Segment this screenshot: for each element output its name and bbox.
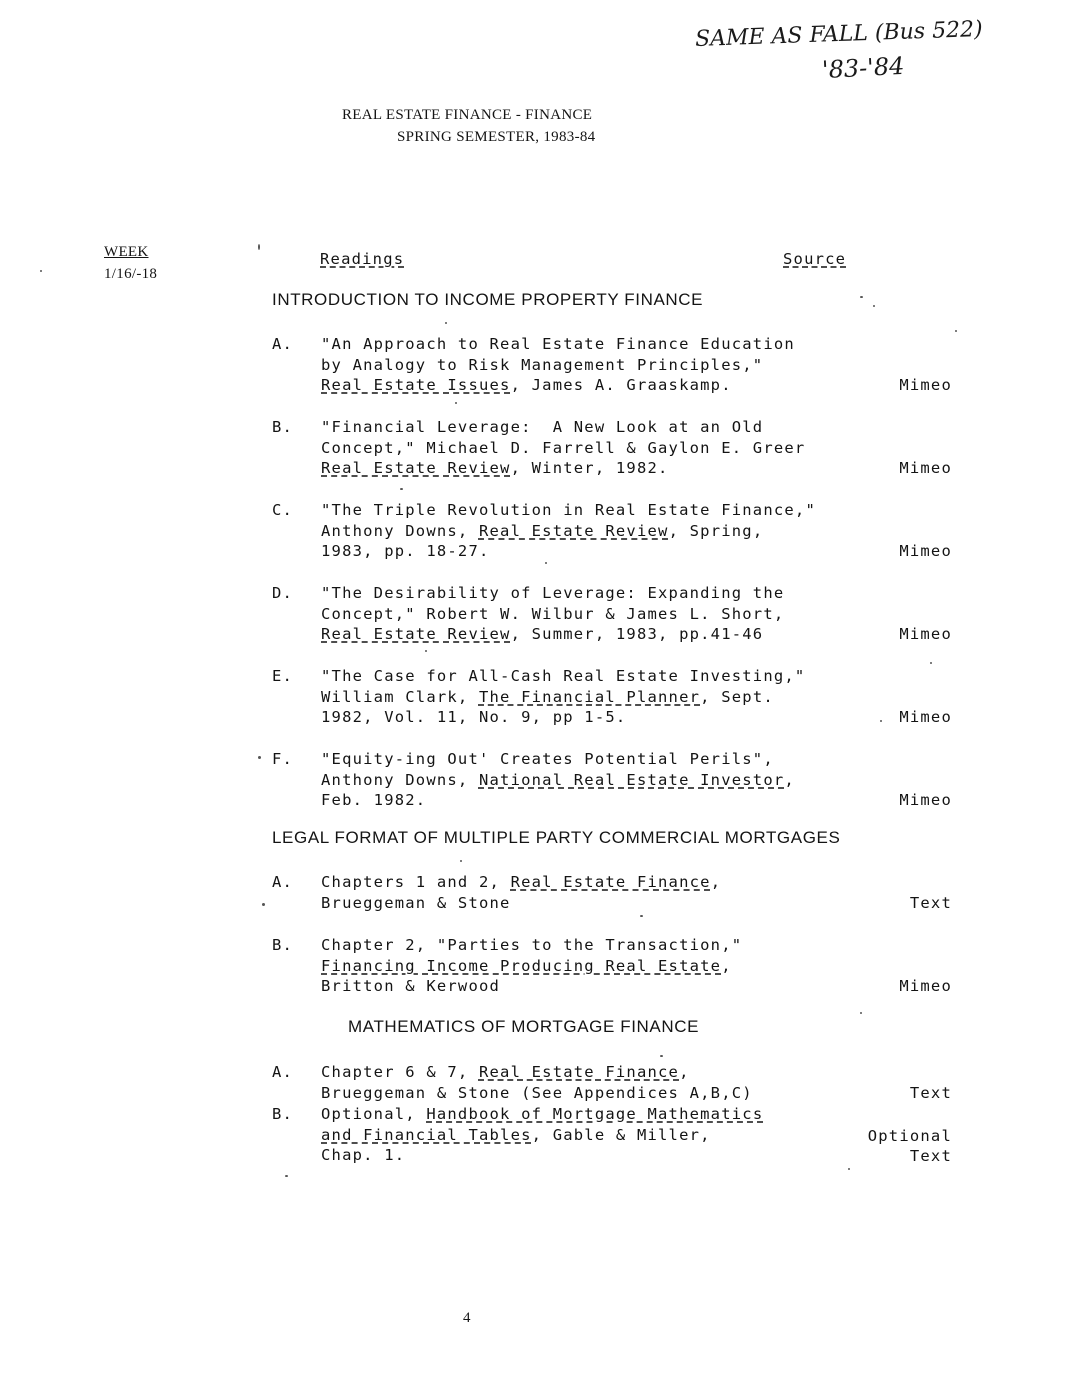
citation-text: Chapter 2, "Parties to the Transaction," [321, 936, 743, 954]
citation-text: , [784, 770, 795, 789]
source-label: Mimeo [899, 708, 952, 726]
citation-line [321, 667, 805, 685]
citation-text: Chapter 6 & 7, [321, 1063, 479, 1081]
item-letter: F. [272, 750, 294, 768]
citation-text: , Spring, [668, 521, 764, 540]
source-label: Text [909, 893, 952, 912]
item-letter: E. [272, 667, 294, 685]
citation-line [321, 1063, 690, 1081]
section-heading: INTRODUCTION TO INCOME PROPERTY FINANCE [272, 290, 704, 309]
citation-text: Concept," Michael D. Farrell & Gaylon E. Greer [321, 438, 806, 457]
source-label: Mimeo [899, 459, 952, 477]
citation-line [321, 584, 784, 602]
citation-text: Brueggeman & Stone (See Appendices A,B,C) [321, 1083, 753, 1102]
citation-text: , Winter, 1982. [510, 459, 669, 477]
week-label: WEEK [104, 244, 149, 260]
citation-line [321, 542, 490, 560]
source-label: Text [909, 1083, 952, 1102]
citation-text: 1982, Vol. 11, No. 9, pp 1-5. [321, 708, 627, 726]
publication-title: Real Estate Review [321, 625, 511, 643]
publication-title: National Real Estate Investor [478, 770, 785, 789]
citation-line [321, 501, 816, 519]
citation-line [321, 873, 721, 891]
citation-text: Feb. 1982. [321, 791, 427, 809]
publication-title: Real Estate Review [321, 459, 511, 477]
citation-line [321, 1126, 711, 1144]
citation-line [321, 708, 626, 726]
source-label: Mimeo [899, 376, 952, 394]
publication-title: Real Estate Finance [510, 873, 711, 891]
citation-text: , Sept. [700, 687, 774, 706]
item-letter: B. [272, 418, 294, 436]
source-column-header: Source [783, 250, 847, 268]
citation-line [321, 936, 742, 954]
item-letter: B. [272, 936, 294, 954]
citation-line [321, 1105, 763, 1123]
citation-text: Chapters 1 and 2, [321, 873, 511, 891]
section-heading: LEGAL FORMAT OF MULTIPLE PARTY COMMERCIAL MORTGAGES [272, 828, 841, 847]
source-label: Optional Text [867, 1126, 952, 1165]
citation-line [321, 771, 795, 789]
publication-title: Real Estate Finance [478, 1063, 680, 1081]
item-letter: B. [272, 1105, 294, 1123]
citation-text: Concept," Robert W. Wilbur & James L. Short, [321, 604, 785, 623]
item-letter: C. [272, 501, 294, 519]
publication-title: The Financial Planner [478, 687, 701, 706]
citation-text: Britton & Kerwood [321, 977, 501, 995]
handwritten-note-line1: SAME AS FALL (Bus 522) [694, 16, 984, 53]
week-dates: 1/16/-18 [104, 266, 158, 282]
citation-text: 1983, pp. 18-27. [321, 542, 490, 560]
citation-text: Optional, [321, 1105, 427, 1123]
publication-title: Real Estate Issues [321, 376, 511, 394]
handwritten-note-line2: '83-'84 [821, 51, 906, 85]
publication-title: Handbook of Mortgage Mathematics [426, 1105, 764, 1123]
citation-line [321, 356, 763, 374]
page-number: 4 [463, 1310, 471, 1326]
citation-text: Chap. 1. [321, 1146, 406, 1164]
citation-text: , [679, 1063, 690, 1081]
citation-text: "The Case for All-Cash Real Estate Investing," [321, 667, 806, 685]
source-label: Mimeo [899, 791, 952, 809]
citation-line [321, 791, 426, 809]
citation-text: "Equity-ing Out' Creates Potential Perils", [321, 750, 774, 768]
publication-title: Financing Income Producing Real Estate [321, 956, 722, 975]
citation-line [321, 957, 732, 975]
document-semester: SPRING SEMESTER, 1983-84 [397, 129, 596, 145]
citation-line [321, 1146, 405, 1164]
citation-line [321, 1084, 753, 1102]
citation-line [321, 439, 805, 457]
item-letter: A. [272, 335, 294, 353]
citation-text: "An Approach to Real Estate Finance Education [321, 335, 795, 353]
item-letter: D. [272, 584, 294, 602]
citation-line [321, 335, 795, 353]
citation-text: Brueggeman & Stone [321, 893, 511, 912]
citation-line [321, 750, 774, 768]
citation-text: Anthony Downs, [321, 521, 479, 540]
readings-column-header: Readings [320, 250, 405, 268]
citation-line [321, 376, 732, 394]
citation-text: by Analogy to Risk Management Principles," [321, 355, 764, 374]
citation-text: William Clark, [321, 687, 479, 706]
source-label: Mimeo [899, 977, 952, 995]
citation-line [321, 522, 763, 540]
citation-text: "The Desirability of Leverage: Expanding the [321, 584, 785, 602]
item-letter: A. [272, 873, 294, 891]
citation-line [321, 605, 784, 623]
citation-text: "Financial Leverage: A New Look at an Old [321, 418, 764, 436]
source-label: Mimeo [899, 625, 952, 643]
publication-title: and Financial Tables [321, 1125, 532, 1144]
citation-text: , Gable & Miller, [531, 1125, 711, 1144]
citation-text: "The Triple Revolution in Real Estate Finance," [321, 501, 816, 519]
citation-line [321, 459, 669, 477]
section-heading: MATHEMATICS OF MORTGAGE FINANCE [348, 1017, 700, 1036]
publication-title: Real Estate Review [478, 521, 669, 540]
citation-line [321, 977, 500, 995]
citation-text: , [710, 873, 722, 891]
citation-text: , [721, 956, 732, 975]
item-letter: A. [272, 1063, 294, 1081]
citation-text: , Summer, 1983, pp.41-46 [510, 625, 764, 643]
citation-text: , James A. Graaskamp. [510, 376, 732, 394]
citation-text: Anthony Downs, [321, 770, 479, 789]
source-label: Mimeo [899, 542, 952, 560]
citation-line [321, 418, 763, 436]
document-title: REAL ESTATE FINANCE - FINANCE [342, 107, 593, 123]
citation-line [321, 894, 511, 912]
citation-line [321, 625, 763, 643]
citation-line [321, 688, 774, 706]
